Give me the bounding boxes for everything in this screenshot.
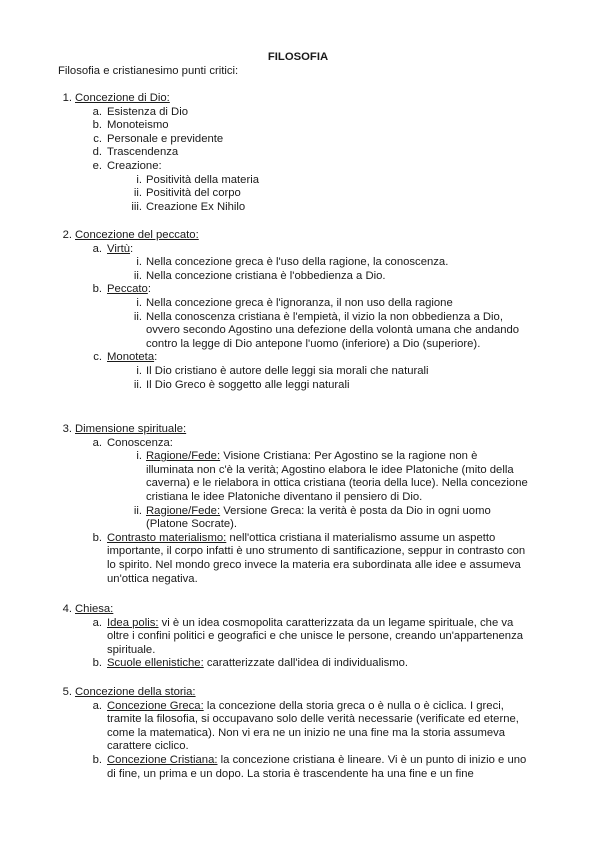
list-item: [90, 617, 528, 658]
section-heading: Concezione del peccato:: [75, 229, 199, 241]
sub-list-item: [126, 505, 528, 532]
list-item-text: [107, 754, 528, 781]
sub-list-item-label: ii.: [133, 378, 142, 391]
list-item-label: a.: [92, 616, 102, 629]
sub-list-item-label: i.: [136, 364, 142, 377]
sub-list-item-body: Nella conoscenza cristiana è l'empietà, il vizio la non obbedienza a Dio, ovvero secondo Agostino una defezione della volontà umana che andando contro la legge di Dio antepone l'uomo (inferiore) a Dio (superiore).: [146, 310, 520, 350]
list-item-body: Esistenza di Dio: [107, 105, 188, 118]
list-item-text: [107, 160, 528, 174]
sub-list-item-body: Positività della materia: [146, 173, 260, 186]
list-item-label: a.: [92, 105, 102, 118]
list-item-text: [107, 243, 528, 257]
list-item-label: b.: [92, 753, 102, 766]
sub-list-item-label: ii.: [133, 310, 142, 323]
list-item: [90, 106, 528, 120]
list-item-heading: Contrasto materialismo:: [107, 531, 227, 544]
sub-list-item-body: Nella concezione greca è l'uso della ragione, la conoscenza.: [146, 256, 449, 269]
section-5: [58, 686, 528, 781]
list-item: [90, 437, 528, 451]
sub-list-item-text: [146, 270, 528, 284]
sub-list-item: [126, 311, 528, 352]
list-item: [90, 283, 528, 297]
list-item-body: vi è un idea cosmopolita caratterizzata da un legame spirituale, che va oltre i confini politici e geografici e che unisce le persone, creando un'appartenenza spirituale.: [107, 616, 524, 656]
sub-list-item: [126, 450, 528, 504]
list-item-text: [107, 119, 528, 133]
section-heading-row: [58, 603, 528, 617]
list-item-text: [107, 437, 528, 451]
list-item-label: b.: [92, 283, 102, 296]
sub-list-item-body: Nella concezione greca è l'ignoranza, il non uso della ragione: [146, 296, 453, 309]
list-item-heading: Idea polis:: [107, 616, 159, 629]
sub-list-item: [126, 187, 528, 201]
list-item-text: [107, 146, 528, 160]
section-heading-row: [58, 423, 528, 437]
list-item-body: Personale e previdente: [107, 132, 224, 145]
list-item-text: [107, 106, 528, 120]
section-4: [58, 603, 528, 671]
sub-list-item-body: Versione Greca: la verità è posta da Dio in ogni uomo (Platone Socrate).: [146, 504, 491, 531]
sub-list-item-label: ii.: [133, 269, 142, 282]
sub-list-item-body: Visione Cristiana: Per Agostino se la ragione non è illuminata non c'è la verità; Agostino elabora le idee Platoniche (mito della caverna) e le rielabora in ottica cristiana (teoria della luce). Nella concezione cristiana le idee Platoniche diventano il pensiero di Dio.: [146, 450, 528, 503]
list-item-body: la concezione della storia greca o è nulla o è ciclica. I greci, tramite la filosofia, si occupavano solo delle verità necessarie (verificate ed eterne, come la matematica). Non vi era ne un inizio ne una fine ma la storia assumeva carattere ciclico.: [107, 699, 519, 753]
list-item-text: [107, 133, 528, 147]
sub-list-item-text: [146, 311, 528, 352]
list-item: [90, 754, 528, 781]
list-item: [90, 133, 528, 147]
list-item-heading: Concezione Greca:: [107, 699, 204, 712]
section-heading-row: [58, 92, 528, 106]
sub-list-item-text: [146, 379, 528, 393]
sub-list-item-body: Il Dio Greco è soggetto alle leggi naturali: [146, 378, 350, 391]
sub-list-item: [126, 297, 528, 311]
section-3: [58, 423, 528, 586]
list-item-body: la concezione cristiana è lineare. Vi è un punto di inizio e uno di fine, un prima e un dopo. La storia è trascendente ha una fine e un fine: [107, 753, 527, 780]
list-item-body: nell'ottica cristiana il materialismo assume un aspetto importante, il corpo infatti è uno strumento di santificazione, seppur in contrasto con lo spirito. Nel mondo greco invece la materia era subordinata alle idee e assumeva un'ottica negativa.: [107, 531, 526, 585]
list-item-body: caratterizzate dall'idea di individualismo.: [203, 657, 409, 670]
list-item-text: [107, 700, 528, 754]
sub-list-item-text: [146, 450, 528, 504]
sub-list-item-label: iii.: [131, 200, 142, 213]
list-item-label: e.: [92, 159, 102, 172]
list-item-body: Creazione:: [107, 159, 162, 172]
list-item: [90, 119, 528, 133]
list-item-label: b.: [92, 119, 102, 132]
list-item-heading: Concezione Cristiana:: [107, 753, 218, 766]
page-subtitle: Filosofia e cristianesimo punti critici:: [58, 65, 239, 77]
sub-list-item: [126, 256, 528, 270]
section-number: 2.: [62, 229, 72, 241]
sub-list-item-text: [146, 505, 528, 532]
list-item-heading: Monoteta: [107, 351, 155, 364]
list-item: [90, 351, 528, 365]
list-item-label: a.: [92, 699, 102, 712]
list-item-body: Trascendenza: [107, 146, 179, 159]
sub-list-item-heading: Ragione/Fede:: [146, 450, 221, 463]
list-item-body: Monoteismo: [107, 119, 169, 132]
section-1: [58, 92, 528, 214]
section-heading: Concezione di Dio:: [75, 92, 170, 104]
sub-list-item-text: [146, 297, 528, 311]
list-item: [90, 700, 528, 754]
list-item-label: d.: [92, 146, 102, 159]
section-heading-row: [58, 229, 528, 243]
sub-list-item-text: [146, 256, 528, 270]
section-heading: Chiesa:: [75, 603, 114, 615]
page-title: FILOSOFIA: [267, 51, 329, 63]
sub-list-item-text: [146, 174, 528, 188]
sub-list-item-text: [146, 201, 528, 215]
sub-list-item-label: ii.: [133, 504, 142, 517]
list-item: [90, 160, 528, 174]
list-item-text: [107, 283, 528, 297]
section-heading: Dimensione spirituale:: [75, 423, 187, 435]
section-heading: Concezione della storia:: [75, 686, 196, 698]
sub-list-item-body: Creazione Ex Nihilo: [146, 200, 246, 213]
sub-list-item: [126, 201, 528, 215]
sub-list-item: [126, 270, 528, 284]
list-item-text: [107, 617, 528, 658]
list-item-heading: Virtù: [107, 242, 131, 255]
list-item-body: Conoscenza:: [107, 436, 173, 449]
sub-list-item-label: i.: [136, 173, 142, 186]
list-item: [90, 532, 528, 586]
list-item: [90, 243, 528, 257]
list-item-label: a.: [92, 436, 102, 449]
list-item-text: [107, 657, 528, 671]
sub-list-item-heading: Ragione/Fede:: [146, 504, 221, 517]
section-number: 5.: [62, 686, 72, 698]
list-item: [90, 657, 528, 671]
section-number: 3.: [62, 423, 72, 435]
sub-list-item-label: ii.: [133, 187, 142, 200]
list-item-body: :: [130, 242, 134, 255]
list-item-label: b.: [92, 531, 102, 544]
sub-list-item-body: Il Dio cristiano è autore delle leggi sia morali che naturali: [146, 364, 429, 377]
section-2: [58, 229, 528, 392]
sub-list-item: [126, 365, 528, 379]
list-item-label: a.: [92, 242, 102, 255]
list-item-heading: Peccato: [107, 283, 148, 296]
list-item-body: :: [154, 351, 158, 364]
section-number: 4.: [62, 603, 72, 615]
sub-list-item-label: i.: [136, 256, 142, 269]
section-heading-row: [58, 686, 528, 700]
sub-list-item: [126, 174, 528, 188]
list-item: [90, 146, 528, 160]
sub-list-item: [126, 379, 528, 393]
list-item-text: [107, 532, 528, 586]
section-number: 1.: [62, 92, 72, 104]
sub-list-item-body: Positività del corpo: [146, 187, 241, 200]
sub-list-item-text: [146, 365, 528, 379]
sub-list-item-label: i.: [136, 296, 142, 309]
list-item-body: :: [147, 283, 151, 296]
sub-list-item-body: Nella concezione cristiana è l'obbedienza a Dio.: [146, 269, 386, 282]
list-item-label: c.: [93, 132, 102, 145]
list-item-text: [107, 351, 528, 365]
list-item-label: b.: [92, 657, 102, 670]
list-item-label: c.: [93, 351, 102, 364]
list-item-heading: Scuole ellenistiche:: [107, 657, 204, 670]
sub-list-item-text: [146, 187, 528, 201]
sub-list-item-label: i.: [136, 450, 142, 463]
